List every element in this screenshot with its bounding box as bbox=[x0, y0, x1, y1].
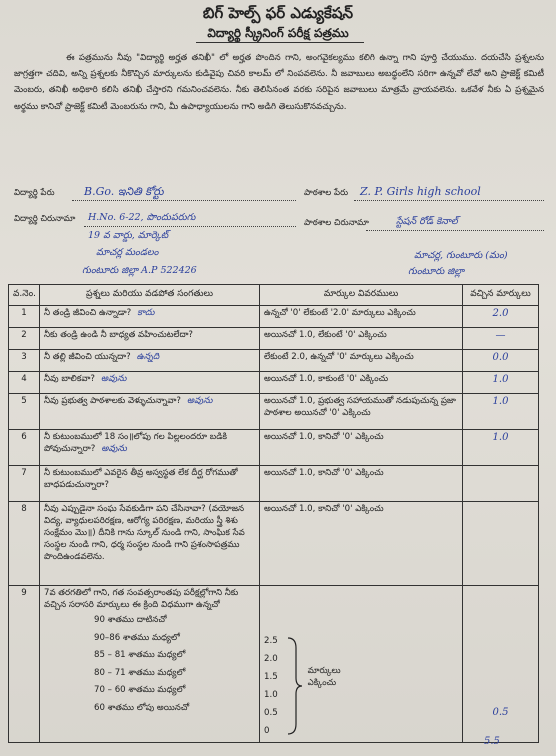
row-number: 9 bbox=[9, 586, 40, 743]
student-address-line-1: H.No. 6-22, పొందుపరుగు bbox=[88, 212, 196, 223]
row-number: 6 bbox=[9, 430, 40, 466]
table-row bbox=[9, 328, 539, 350]
question-text: నీ కుటుంబములో ఎవరైన తీవ్ర అస్వస్థత లేక దీర్ఘ రోగముతో బాధపడుచున్నారా? bbox=[44, 468, 238, 490]
table-row bbox=[9, 466, 539, 502]
student-address-line-2: 19 వ వార్డు, మార్కెట్ bbox=[88, 230, 169, 241]
question-cell bbox=[40, 372, 260, 394]
row-number: 3 bbox=[9, 350, 40, 372]
question-cell bbox=[40, 466, 260, 502]
percent-range-item: 60 శాతము లోపు అయినచో bbox=[94, 702, 190, 713]
question-cell bbox=[40, 586, 260, 743]
handwritten-answer bbox=[109, 480, 115, 490]
student-address-label: విద్యార్థి చిరునామా bbox=[14, 214, 76, 224]
school-address-dotline bbox=[366, 230, 544, 231]
handwritten-answer: అవును bbox=[100, 374, 127, 384]
total-marks: 5.5 bbox=[484, 736, 500, 747]
instructions-paragraph: ఈ పత్రమును నీవు "విద్యార్థి అర్హత తనిఖీ" లో అర్హత పొందిన గాని, అంగవైకల్యము కలిగి ఉన్నా గాని పూర్తి చేయుము. దయచేసి ప్రశ్నలను జాగ్రత్తగా చదివి, అన్ని ప్రశ్నలకు నీకొచ్చిన మార్కులను కుడివైపు చివరి కాలమ్ లో నింపవలెను. నీ జవాబులు అబద్ధంలేని సరిగా ఉన్నవో లేవో అని ప్రాజెక్ట్ కమిటీ మెంబరు, తనిఖీ అధికారి కలిసి తనిఖీ చేస్తారని గమనించవలెను. నీకు తెలిసినంత వరకు సరిపైన జవాబులు మాత్రమే వ్రాయవలెను. ఒకవేళ నీకు ఏ ప్రశ్నమైన అర్థము కానిచో ప్రాజెక్ట్ కమిటీ మెంబరును గాని, మీ ఉపాధ్యాయులను గాని అడిగి తెలుసుకొనవచ్చును. bbox=[14, 53, 544, 112]
table-row bbox=[9, 372, 539, 394]
percent-range-list bbox=[44, 612, 255, 718]
school-address-line-1: స్టేషన్ రోడ్ కెనాల్ bbox=[396, 216, 458, 227]
percent-range-item: 90–86 శాతము మధ్యలో bbox=[94, 632, 180, 643]
scale-value: 0 bbox=[264, 726, 270, 736]
subtitle-underline bbox=[196, 42, 364, 43]
obtained-marks: 2.0 bbox=[463, 306, 539, 328]
marks-detail-cell: అయినచో 1.0, ప్రభుత్వ సహాయముతో నడుపుచున్న ప్రజా పాఠశాల అయినచో '0' ఎక్కించు bbox=[260, 394, 463, 430]
table-row bbox=[9, 430, 539, 466]
row-number: 4 bbox=[9, 372, 40, 394]
school-name-value: Z. P. Girls high school bbox=[360, 185, 481, 198]
question-text: నీవు ప్రభుత్వ పాఠశాలకు వెళ్ళుచున్నావా? bbox=[44, 396, 181, 406]
scale-value: 1.0 bbox=[264, 690, 278, 700]
scale-value: 2.5 bbox=[264, 636, 278, 646]
student-address-line-3: మాచర్ల మండలం bbox=[96, 247, 159, 258]
scale-value: 0.5 bbox=[264, 708, 278, 718]
handwritten-answer: కాదు bbox=[137, 308, 155, 318]
obtained-marks: 0.5 bbox=[463, 586, 539, 743]
row-number: 2 bbox=[9, 328, 40, 350]
question-text: నీ కుటుంబములో 18 సం॥లోపు గల పిల్లలందరూ బడికి పోవుచున్నారా? bbox=[44, 432, 228, 454]
table-row bbox=[9, 502, 539, 586]
school-address-label: పాఠశాల చిరునామా bbox=[304, 218, 369, 228]
marks-detail-cell: అయినచో 1.0, లేకుంటే '0' ఎక్కించు bbox=[260, 328, 463, 350]
student-name-label: విద్యార్థి పేరు bbox=[14, 188, 55, 198]
percent-range-item: 80 – 71 శాతము మధ్యలో bbox=[94, 667, 186, 678]
question-cell bbox=[40, 328, 260, 350]
school-address-line-3: గుంటూరు జిల్లా bbox=[408, 266, 465, 277]
question-text: నీ తండ్రి జీవించి ఉన్నాడా? bbox=[44, 308, 132, 318]
screening-table bbox=[8, 284, 539, 743]
row-number: 1 bbox=[9, 306, 40, 328]
obtained-marks bbox=[463, 502, 539, 586]
marks-detail-cell bbox=[260, 586, 463, 743]
marks-scale-list bbox=[264, 632, 278, 740]
handwritten-answer: అవును bbox=[186, 396, 213, 406]
handwritten-answer bbox=[105, 552, 111, 562]
marks-detail-cell: అయినచో 1.0, కానిచో '0' ఎక్కించు bbox=[260, 502, 463, 586]
student-name-value: B.Go. ఇనితి కోర్టు bbox=[84, 185, 164, 198]
question-cell bbox=[40, 430, 260, 466]
table-row bbox=[9, 586, 539, 743]
row-number: 5 bbox=[9, 394, 40, 430]
question-cell bbox=[40, 350, 260, 372]
curly-brace-icon bbox=[284, 636, 304, 736]
school-address-line-2: మాచర్ల, గుంటూరు (మం) bbox=[414, 250, 508, 261]
question-cell bbox=[40, 394, 260, 430]
col-header-obtained: వచ్చిన మార్కులు bbox=[463, 285, 539, 306]
document-title: బిగ్ హెల్ప్ ఫర్ ఎడ్యుకేషన్ bbox=[202, 4, 354, 22]
handwritten-answer bbox=[193, 330, 199, 340]
obtained-marks: 1.0 bbox=[463, 372, 539, 394]
marks-detail-cell: అయినచో 1.0, కానిచో '0' ఎక్కించు bbox=[260, 430, 463, 466]
school-name-dotline bbox=[354, 200, 544, 201]
question-cell bbox=[40, 306, 260, 328]
school-name-label: పాఠశాల పేరు bbox=[304, 188, 349, 198]
marks-detail-cell: లేకుంటే 2.0, ఉన్నచో '0' మార్కులు ఎక్కించు bbox=[260, 350, 463, 372]
document-subtitle: విద్యార్థి స్క్రీనింగ్ పరీక్ష పత్రము bbox=[207, 26, 349, 40]
question-text: నీకు తండ్రి ఉండి నీ బాధ్యత వహించుటలేదా? bbox=[44, 330, 193, 340]
question-cell bbox=[40, 502, 260, 586]
percent-range-item: 90 శాతము దాటినచో bbox=[94, 615, 167, 625]
obtained-marks: 1.0 bbox=[463, 430, 539, 466]
handwritten-answer: అవును bbox=[101, 444, 127, 454]
table-row bbox=[9, 394, 539, 430]
row-number: 7 bbox=[9, 466, 40, 502]
marks-detail-cell: ఉన్నచో '0' లేకుంటే '2.0' మార్కులు ఎక్కించు bbox=[260, 306, 463, 328]
question-text: నీవు ఎప్పుడైనా సంఘ సేవకుడిగా పని చేసినావా? (వయోజన విద్య, వ్యాధులపరిరక్షణ, ఆరోగ్య పరిరక్షణ, మరియు స్త్రీ శిశు సంక్షేమం మొ॥) దీనికి గాను స్కూల్ నుండి గాని, సాంఘిక సేవ సంస్థల నుండి గాని, ధర్మ సంస్థల నుండి గాని ప్రశంసాపత్రము పొందిఉండవలెను. bbox=[44, 504, 245, 562]
question-text: నీ తల్లి జీవించి యున్నదా? bbox=[44, 352, 131, 362]
marks-scale-caption: మార్కులు ఎక్కించు bbox=[307, 666, 341, 688]
question-text: నీవు బాలికవా? bbox=[44, 374, 95, 384]
table-header-row bbox=[9, 285, 539, 306]
col-header-questions: ప్రశ్నలు మరియు వడపోత సంగతులు bbox=[40, 285, 260, 306]
table-row bbox=[9, 350, 539, 372]
obtained-marks: 1.0 bbox=[463, 394, 539, 430]
obtained-marks bbox=[463, 466, 539, 502]
handwritten-answer: ఉన్నది bbox=[136, 352, 160, 362]
col-header-marks-detail: మార్కుల వివరములు bbox=[260, 285, 463, 306]
obtained-marks: — bbox=[463, 328, 539, 350]
obtained-marks: 0.0 bbox=[463, 350, 539, 372]
col-header-sno: వ.నెం. bbox=[9, 285, 40, 306]
table-row bbox=[9, 306, 539, 328]
percent-range-item: 85 – 81 శాతము మధ్యలో bbox=[94, 650, 186, 661]
scale-value: 1.5 bbox=[264, 672, 278, 682]
percent-range-item: 70 – 60 శాతము మధ్యలో bbox=[94, 685, 186, 696]
marks-detail-cell: అయినచో 1.0, కానిచో '0' ఎక్కించు bbox=[260, 466, 463, 502]
question-text: 7వ తరగతిలో గాని, గత సంవత్సరాంతపు పరీక్షల్లోగాని నీకు వచ్చిన సరాసరి మార్కులు ఈ క్రింది విధముగా ఉన్నచో bbox=[44, 588, 239, 610]
scale-value: 2.0 bbox=[264, 654, 278, 664]
row-number: 8 bbox=[9, 502, 40, 586]
marks-detail-cell: అయినచో 1.0, కాకుంటే '0' ఎక్కించు bbox=[260, 372, 463, 394]
student-address-dotline bbox=[84, 226, 296, 227]
student-address-line-4: గుంటూరు జిల్లా A.P 522426 bbox=[82, 265, 197, 276]
